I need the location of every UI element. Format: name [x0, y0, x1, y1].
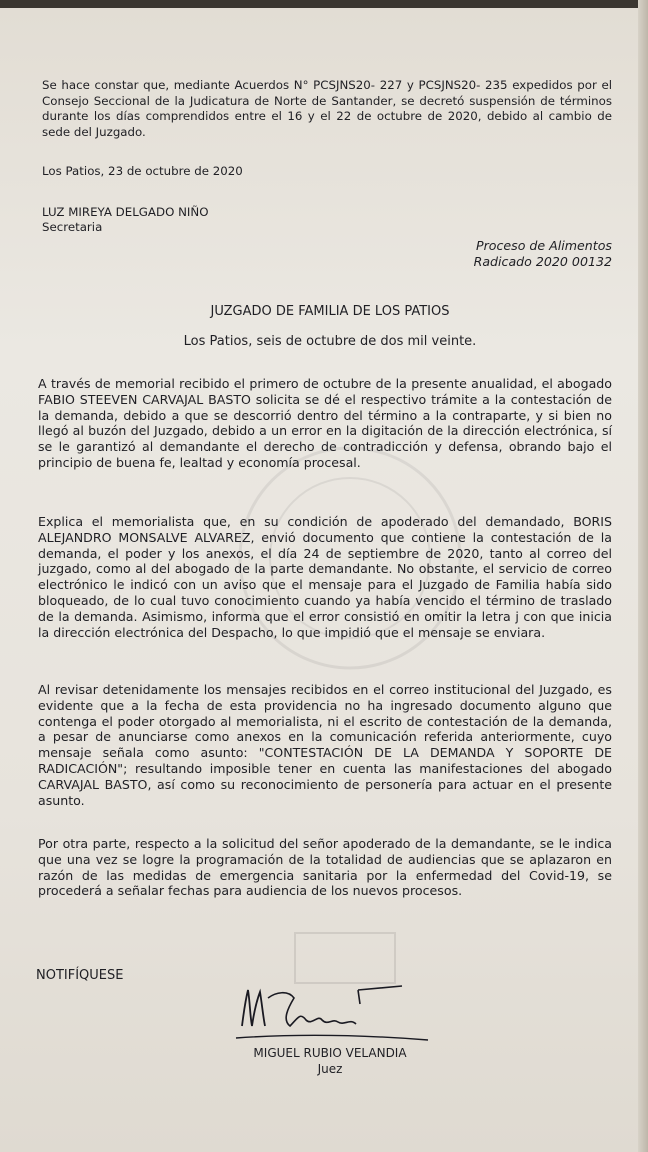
judge-signature [232, 968, 432, 1048]
court-name: JUZGADO DE FAMILIA DE LOS PATIOS [210, 304, 450, 319]
case-type: Proceso de Alimentos [476, 238, 612, 253]
court-date-line: Los Patios, seis de octubre de dos mil veinte. [183, 334, 477, 349]
constancia-text: Se hace constar que, mediante Acuerdos N° PCSJNS20- 227 y PCSJNS20- 235 expedidos por el Consejo Seccional de la Judicatura de Norte de Santander, se decretó suspensión de términos durante los días comprendidos entre el 16 y el 22 de octubre de 2020, debido al cambio de sede del Juzgado. [42, 78, 612, 139]
case-radicado: Radicado 2020 00132 [473, 254, 612, 269]
notify-label: NOTIFÍQUESE [36, 968, 124, 983]
paragraph-1: A través de memorial recibido el primero de octubre de la presente anualidad, el abogado FABIO STEEVEN CARVAJAL BASTO solicita se dé el respectivo trámite a la contestación de la demanda, debido a que se descorrió dentro del término a la contraparte, y si bien no llegó al buzón del Juzgado, debido a un error en la digitación de la dirección electrónica, sí se le garantizó al demandante el derecho de contradicción y defensa, obrando bajo el principio de buena fe, lealtad y economía procesal. [38, 376, 612, 470]
paragraph-4: Por otra parte, respecto a la solicitud del señor apoderado de la demandante, se le indica que una vez se logre la programación de la totalidad de audiencias que se aplazaron en razón de las medidas de emergencia sanitaria por la enfermedad del Covid-19, se procederá a señalar fechas para audiencia de los nuevos procesos. [38, 836, 612, 899]
paragraph-3: Al revisar detenidamente los mensajes recibidos en el correo institucional del Juzgado, es evidente que a la fecha de esta providencia no ha ingresado documento alguno que contenga el poder otorgado al memorialista, ni el escrito de contestación de la demanda, a pesar de anunciarse como anexos en la comunicación referida anteriormente, cuyo mensaje señala como asunto: "CONTESTACIÓN DE LA DEMANDA Y SOPORTE DE RADICACIÓN"; resultando imposible tener en cuenta las manifestaciones del abogado CARVAJAL BASTO, así como su reconocimiento de personería para actuar en el presente asunto. [38, 682, 612, 808]
document-page [0, 8, 640, 1152]
paragraph-2: Explica el memorialista que, en su condición de apoderado del demandado, BORIS ALEJANDRO MONSALVE ALVAREZ, envió documento que contiene la contestación de la demanda, el poder y los anexos, el día 24 de septiembre de 2020, tanto al correo del juzgado, como al del abogado de la parte demandante. No obstante, el servicio de correo electrónico le indicó con un aviso que el mensaje para el Juzgado de Familia había sido bloqueado, de lo cual tuvo conocimiento cuando ya había vencido el término de traslado de la demanda. Asimismo, informa que el error consistió en omitir la letra j con que inicia la dirección electrónica del Despacho, lo que impidió que el mensaje se enviara. [38, 514, 612, 640]
photo-right-edge [638, 0, 648, 1152]
judge-role: Juez [317, 1062, 343, 1076]
judge-name: MIGUEL RUBIO VELANDIA [253, 1046, 407, 1060]
secretary-name: LUZ MIREYA DELGADO NIÑO [42, 205, 209, 219]
secretary-role: Secretaria [42, 220, 103, 234]
constancia-place-date: Los Patios, 23 de octubre de 2020 [42, 164, 243, 178]
